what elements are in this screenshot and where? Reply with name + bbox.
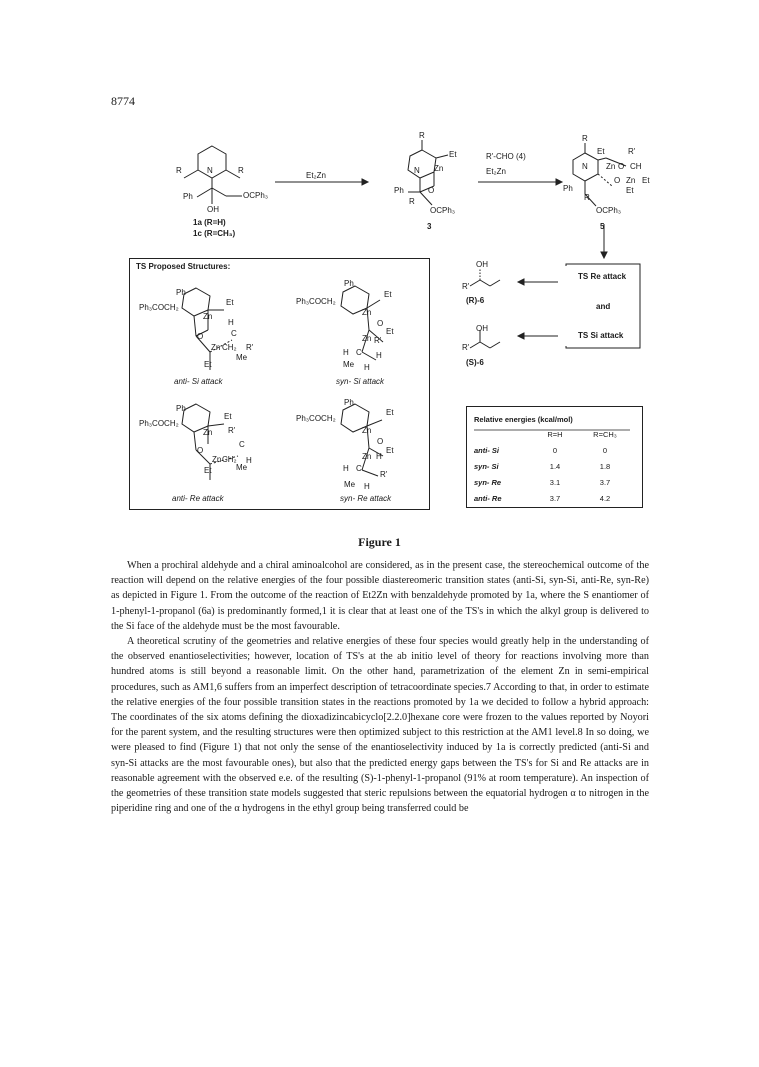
ts-caption-anti-si: anti- Si attack	[174, 377, 223, 386]
label-et: Et	[204, 360, 212, 369]
label-ph3coch2: Ph₃COCH₂	[139, 303, 179, 312]
label-ocph3: OCPh₃	[596, 206, 622, 215]
label-me: Me	[344, 480, 356, 489]
row-label: anti- Re	[474, 493, 502, 503]
compound-1c-label: 1c (R=CH₃)	[193, 229, 236, 238]
label-o: O	[428, 186, 435, 195]
label-o: O	[618, 162, 625, 171]
product-r6-structure	[470, 268, 500, 286]
label-h: H	[228, 318, 234, 327]
ts-si-attack-label: TS Si attack	[578, 331, 624, 340]
label-et: Et	[226, 298, 234, 307]
label-zn: Zn	[362, 334, 372, 343]
row-value: 4.2	[599, 493, 611, 503]
label-oh: OH	[207, 205, 219, 214]
label-rp: R'	[246, 343, 254, 352]
label-h: H	[364, 363, 370, 372]
label-ch2: CH₂	[222, 455, 237, 464]
label-h: H	[246, 456, 252, 465]
label-r: R	[582, 134, 588, 143]
paragraph: When a prochiral aldehyde and a chiral aminoalcohol are considered, as in the present case, the stereochemical outcome of the reaction will depend on the relative energies of the four possible diastereomeric transition states (anti-Si, syn-Si, anti-Re, syn-Re) as depicted in Figure 1. From the outcome of the reaction of Et2Zn with benzaldehyde promoted by 1a, where the S enantiomer of 1-phenyl-1-propanol (6a) is predominantly formed,1 it is clear that at least one of the TS's in which the alkyl group is delivered to the Si face of the aldehyde must be the most favourable.	[111, 560, 649, 632]
label-me: Me	[236, 353, 248, 362]
label-ch: CH	[630, 162, 642, 171]
row-label: anti- Si	[474, 445, 500, 455]
label-r: R	[176, 166, 182, 175]
label-h: H	[343, 348, 349, 357]
label-et: Et	[386, 408, 394, 417]
reagent-aldehyde: R'-CHO (4)	[486, 152, 526, 161]
row-label: syn- Si	[474, 461, 499, 471]
label-o: O	[377, 319, 384, 328]
energies-table	[474, 412, 630, 506]
label-zn: Zn	[626, 176, 636, 185]
label-ph: Ph	[183, 192, 193, 201]
ts-caption-syn-re: syn- Re attack	[340, 494, 392, 503]
reagent-et2zn: Et₂Zn	[306, 171, 326, 180]
label-c: C	[231, 329, 237, 338]
label-ph: Ph	[176, 288, 186, 297]
label-h: H	[376, 452, 382, 461]
energies-title: Relative energies (kcal/mol)	[474, 414, 573, 424]
label-ocph3: OCPh₃	[430, 206, 456, 215]
label-c: C	[356, 464, 362, 473]
label-et: Et	[642, 176, 650, 185]
label-r: R	[409, 197, 415, 206]
body-text	[111, 558, 649, 816]
table-row	[474, 458, 630, 474]
label-zn: Zn	[362, 452, 372, 461]
paragraph: A theoretical scrutiny of the geometries and relative energies of these four species would greatly help in the understanding of the observed enantioselectivities; however, location of TS's at the ab initio level of theory for reactions involving more than hundred atoms is still beyond a reasonable limit. On the other hand, parametrization of the element Zn in semi-empirical procedures, such as AM1,6 suffers from an imperfect description of tetracoordinate species.7 According to that, in order to estimate the relative energies of the four possible transition states in the reactions promoted by 1a we decided to follow a hybrid approach: The coordinates of the six atoms defining the dioxadizincabicyclo[2.2.0]hexane core were frozen to the values reported by Noyori for the parent system, and the resulting structures were then optimized subject to this restriction at the AM1 level.8 In so doing, we were pleased to find (Figure 1) that not only the sense of the enantioselectivity induced by 1a is correctly predicted (anti-Si and syn-Si attacks are the most favourable ones), but also that the predicted energy gaps between the TS's for Si and Re attacks are in reasonable agreement with the observed e.e. of the resulting (S)-1-phenyl-1-propanol (91% at room temperature). An inspection of the geometries of these transition state models suggested that steric repulsions between the equatorial hydrogen α to nitrogen in the piperidine ring and one of the α hydrogens in the ethyl group being transferred could be	[111, 636, 649, 815]
energies-col-rh: R=H	[547, 429, 563, 439]
ts-caption-syn-si: syn- Si attack	[336, 377, 385, 386]
label-rp: R'	[628, 147, 636, 156]
label-et: Et	[597, 147, 605, 156]
label-zn: Zn	[606, 162, 616, 171]
row-value: 3.7	[549, 493, 561, 503]
page-number: 8774	[111, 94, 135, 108]
ts-re-attack-label: TS Re attack	[578, 272, 627, 281]
label-zn: Zn	[212, 455, 222, 464]
label-h: H	[364, 482, 370, 491]
compound-3-label: 3	[427, 222, 432, 231]
label-zn: Zn	[203, 428, 213, 437]
label-et: Et	[626, 186, 634, 195]
label-rp: R'	[374, 336, 382, 345]
label-ph3coch2: Ph₃COCH₂	[296, 414, 336, 423]
label-c: C	[356, 348, 362, 357]
label-ocph3: OCPh₃	[243, 191, 269, 200]
label-n: N	[582, 162, 588, 171]
compound-5-label: 5	[600, 222, 605, 231]
label-rp: R'	[462, 282, 470, 291]
label-n: N	[414, 166, 420, 175]
ts-box-title: TS Proposed Structures:	[136, 262, 231, 271]
label-ph: Ph	[394, 186, 404, 195]
label-et: Et	[224, 412, 232, 421]
ts-caption-anti-re: anti- Re attack	[172, 494, 224, 503]
row-value: 3.7	[599, 477, 611, 487]
figure-caption: Figure 1	[358, 535, 401, 549]
label-c: C	[239, 440, 245, 449]
label-et: Et	[204, 466, 212, 475]
label-oh: OH	[476, 260, 488, 269]
label-ph: Ph	[344, 279, 354, 288]
compound-1a-label: 1a (R=H)	[193, 218, 226, 227]
label-ph3coch2: Ph₃COCH₂	[139, 419, 179, 428]
energies-col-rch3: R=CH₃	[593, 429, 617, 439]
label-et: Et	[386, 446, 394, 455]
label-zn: Zn	[203, 312, 213, 321]
table-row	[474, 442, 630, 458]
label-et: Et	[386, 327, 394, 336]
row-value: 1.4	[549, 461, 561, 471]
label-r: R	[584, 193, 590, 202]
label-ph3coch2: Ph₃COCH₂	[296, 297, 336, 306]
product-s6-label: (S)-6	[466, 358, 484, 367]
row-value: 1.8	[599, 461, 611, 471]
label-ph: Ph	[563, 184, 573, 193]
label-rp: R'	[380, 470, 388, 479]
row-value: 0	[552, 445, 558, 455]
label-me: Me	[343, 360, 355, 369]
product-r6-label: (R)-6	[466, 296, 485, 305]
label-zn: Zn	[211, 343, 221, 352]
label-r: R	[419, 131, 425, 140]
label-o: O	[377, 437, 384, 446]
label-n: N	[207, 166, 213, 175]
label-ch2: CH₂	[222, 343, 237, 352]
label-et: Et	[449, 150, 457, 159]
reagent-et2zn-2: Et₂Zn	[486, 167, 506, 176]
label-zn: Zn	[434, 164, 444, 173]
label-o: O	[614, 176, 621, 185]
label-me: Me	[236, 463, 248, 472]
label-rp: R'	[462, 343, 470, 352]
label-h: H	[343, 464, 349, 473]
row-label: syn- Re	[474, 477, 502, 487]
label-rp: R'	[228, 426, 236, 435]
label-r: R	[238, 166, 244, 175]
label-oh: OH	[476, 324, 488, 333]
label-o: O	[197, 446, 204, 455]
label-h: H	[376, 351, 382, 360]
label-zn: Zn	[362, 308, 372, 317]
table-row	[474, 474, 630, 490]
row-value: 0	[602, 445, 608, 455]
label-ph: Ph	[344, 398, 354, 407]
table-row	[474, 490, 630, 506]
label-o: O	[197, 332, 204, 341]
label-ph: Ph	[176, 404, 186, 413]
ts-and-label: and	[596, 302, 611, 311]
label-zn: Zn	[362, 426, 372, 435]
row-value: 3.1	[549, 477, 561, 487]
label-et: Et	[384, 290, 392, 299]
